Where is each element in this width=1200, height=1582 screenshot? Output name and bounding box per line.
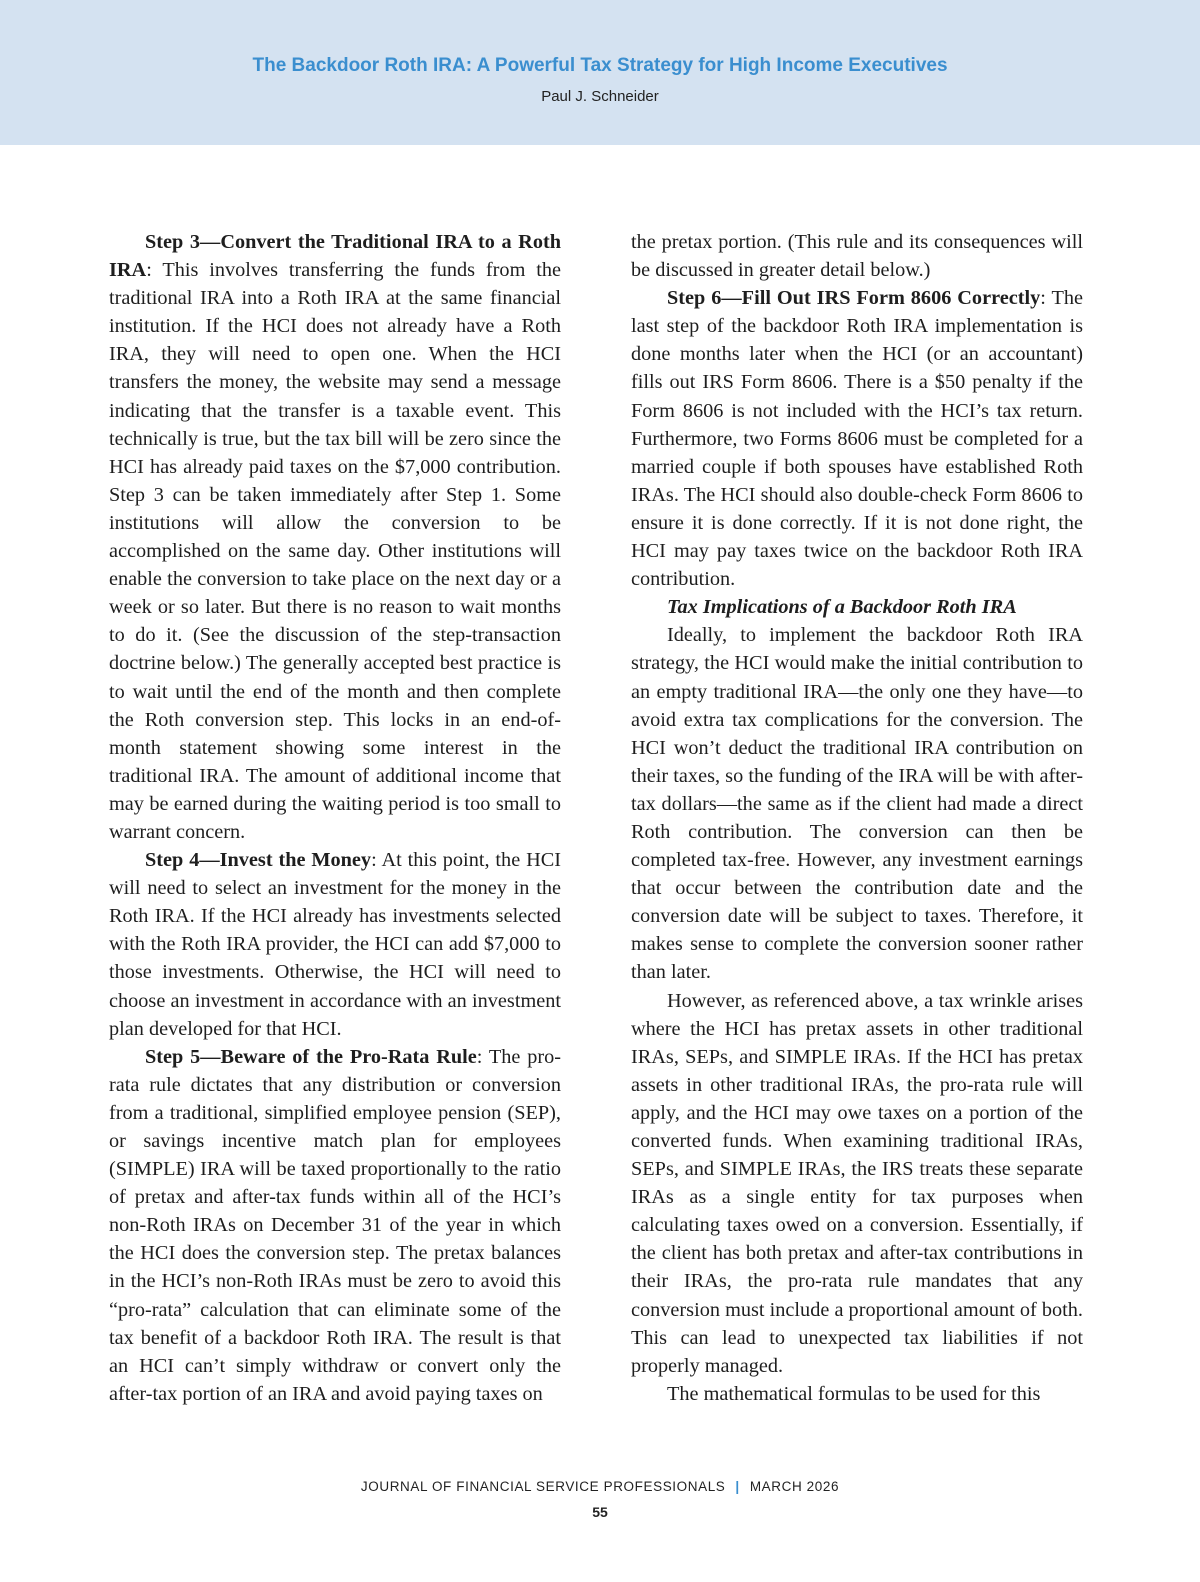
issue-date: MARCH 2026 [749,1479,840,1494]
step3-paragraph [109,228,561,846]
step5-paragraph [109,1043,561,1408]
step6-heading: Step 6—Fill Out IRS Form 8606 Correctly [667,287,1041,310]
footer [0,1479,1200,1494]
step4-body: : At this point, the HCI will need to select an investment for the money in the Roth IRA. If the HCI already has investments selected with the Roth IRA provider, the HCI can add $7,000 to those investments. Otherwise, the HCI will need to choose an investment in accordance with an investment plan developed for that HCI. [109,849,561,1040]
article-title: The Backdoor Roth IRA: A Powerful Tax Strategy for High Income Executives [252,55,948,76]
page-number: 55 [592,1504,608,1520]
right-column [631,228,1083,1408]
tax-paragraph-3: The mathematical formulas to be used for this [667,1382,1041,1405]
left-column [109,228,561,1408]
tax-paragraph-1: Ideally, to implement the backdoor Roth IRA strategy, the HCI would make the initial contribution to an empty traditional IRA—the only one they have—to avoid extra tax complications for the conversion. The HCI won’t deduct the traditional IRA contribution on their taxes, so the funding of the IRA will be with after-tax dollars—the same as if the client had made a direct Roth contribution. The conversion can then be completed tax-free. However, any investment earnings that occur between the contribution date and the conversion date will be subject to taxes. Therefore, it makes sense to complete the conversion sooner rather than later. [631,624,1083,984]
journal-name: JOURNAL OF FINANCIAL SERVICE PROFESSIONALS [360,1479,726,1494]
continuation-paragraph: the pretax portion. (This rule and its consequences will be discussed in greater detail below.) [631,231,1083,282]
header-band [0,0,1200,145]
step3-body: : This involves transferring the funds from the traditional IRA into a Roth IRA at the same financial institution. If the HCI does not already have a Roth IRA, they will need to open one. When the HCI transfers the money, the website may send a message indicating that the transfer is a taxable event. This technically is true, but the tax bill will be zero since the HCI has already paid taxes on the $7,000 contribution. Step 3 can be taken immediately after Step 1. Some institutions will allow the conversion to be accomplished on the same day. Other institutions will enable the conversion to take place on the next day or a week or so later. But there is no reason to wait months to do it. (See the discussion of the step-transaction doctrine below.) The generally accepted best practice is to wait until the end of the month and then complete the Roth conversion step. This locks in an end-of-month statement showing some interest in the traditional IRA. The amount of additional income that may be earned during the waiting period is too small to warrant concern. [109,259,561,843]
tax-paragraph-2: However, as referenced above, a tax wrinkle arises where the HCI has pretax assets in other traditional IRAs, SEPs, and SIMPLE IRAs. If the HCI has pretax assets in other traditional IRAs, the pro-rata rule will apply, and the HCI may owe taxes on a portion of the converted funds. When examining traditional IRAs, SEPs, and SIMPLE IRAs, the IRS treats these separate IRAs as a single entity for tax purposes when calculating taxes owed on a conversion. Essentially, if the client has both pretax and after-tax contributions in their IRAs, the pro-rata rule mandates that any conversion must include a proportional amount of both. This can lead to unexpected tax liabilities if not properly managed. [631,989,1083,1377]
step6-body: : The last step of the backdoor Roth IRA implementation is done months later when the HCI (or an accountant) fills out IRS Form 8606. There is a $50 penalty if the Form 8606 is not included with the HCI’s tax return. Furthermore, two Forms 8606 must be completed for a married couple if both spouses have established Roth IRAs. The HCI should also double-check Form 8606 to ensure it is done correctly. If it is not done right, the HCI may pay taxes twice on the backdoor Roth IRA contribution. [631,287,1083,591]
step4-paragraph [109,846,561,1043]
step4-heading: Step 4—Invest the Money [145,849,372,872]
footer-separator: | [735,1479,740,1494]
step5-heading: Step 5—Beware of the Pro-Rata Rule [145,1045,477,1068]
step3-heading: Step 3—Convert the Traditional IRA to a Roth IRA [109,231,561,282]
article-author: Paul J. Schneider [541,88,659,105]
section-subheading: Tax Implications of a Backdoor Roth IRA [667,596,1017,619]
step6-paragraph [631,284,1083,593]
step5-body: : The pro-rata rule dictates that any distribution or conversion from a traditional, simplified employee pension (SEP), or savings incentive match plan for employees (SIMPLE) IRA will be taxed proportionally to the ratio of pretax and after-tax funds within all of the HCI’s non-Roth IRAs on December 31 of the year in which the HCI does the conversion step. The pretax balances in the HCI’s non-Roth IRAs must be zero to avoid this “pro-rata” calculation that can eliminate some of the tax benefit of a backdoor Roth IRA. The result is that an HCI can’t simply withdraw or convert only the after-tax portion of an IRA and avoid paying taxes on [109,1045,561,1405]
